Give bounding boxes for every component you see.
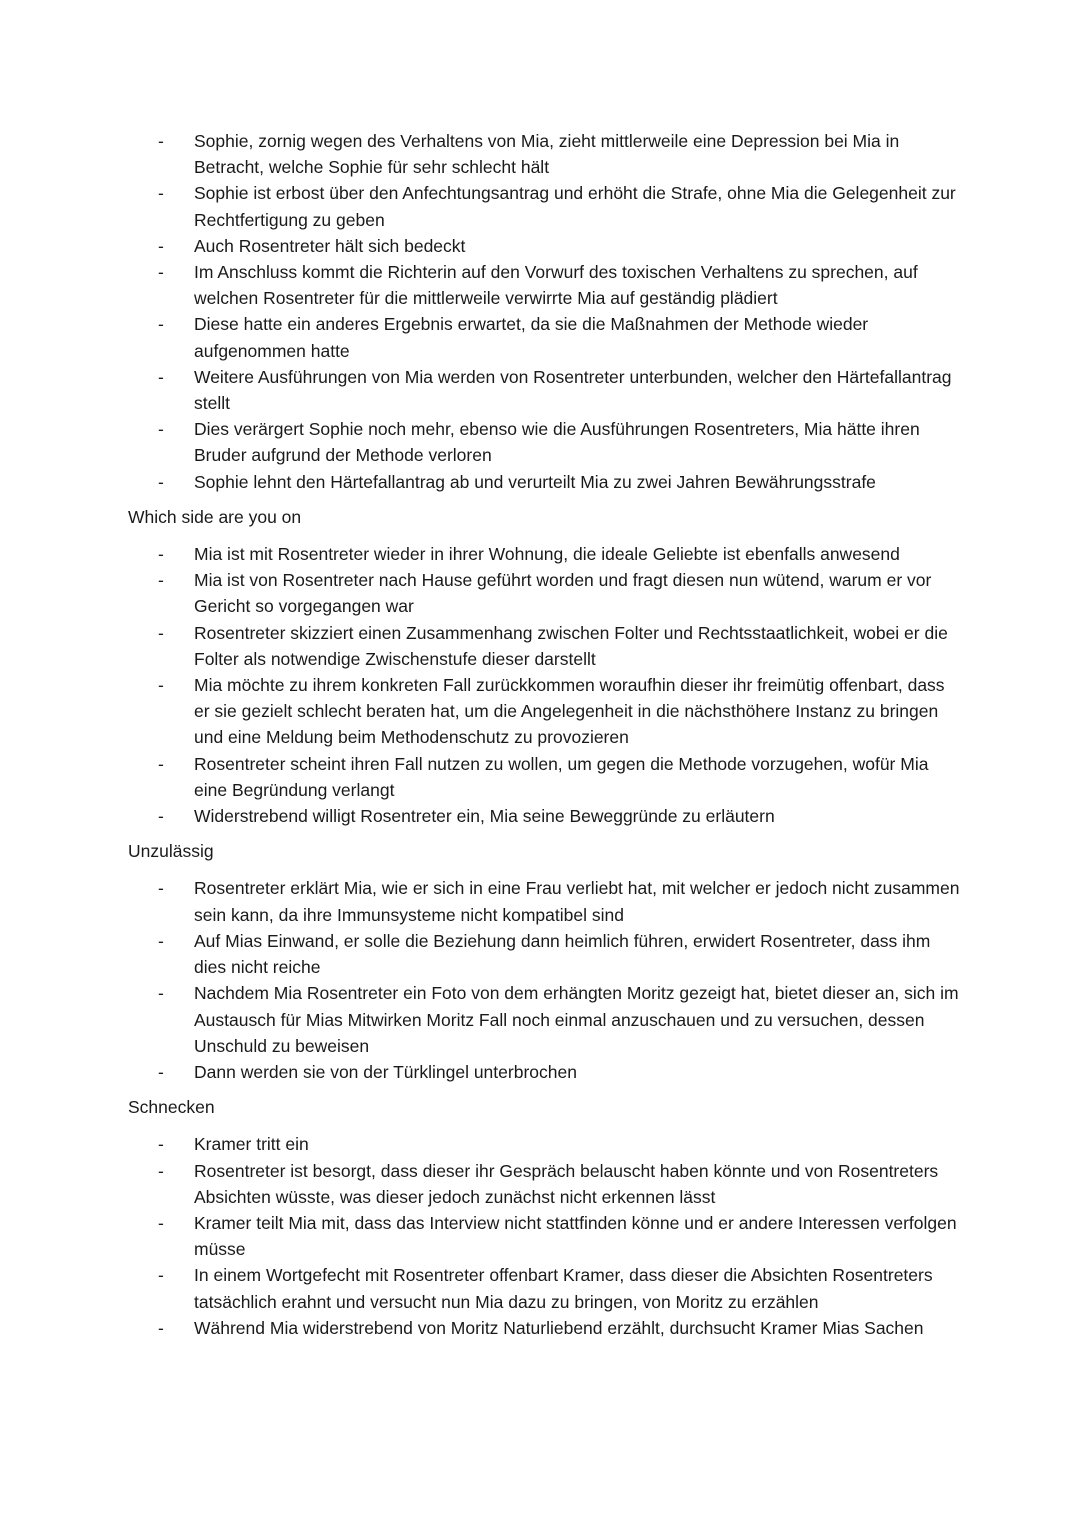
list-item [0,416,1080,468]
list-item [0,672,1080,751]
list-item-text: Rosentreter skizziert einen Zusammenhang zwischen Folter und Rechtsstaatlichkeit, wobei er die Folter als notwendige Zwischenstufe dieser darstellt [194,622,948,669]
list-item [0,469,1080,495]
list-item-text: Dies verärgert Sophie noch mehr, ebenso wie die Ausführungen Rosentreters, Mia hätte ihren Bruder aufgrund der Methode verloren [194,419,920,466]
bullet-dash: - [158,471,164,492]
bullet-dash: - [158,1061,164,1082]
list-item [0,311,1080,363]
list-item-text: Kramer teilt Mia mit, dass das Interview nicht stattfinden könne und er andere Interessen verfolgen müsse [194,1212,957,1260]
list-item [0,233,1080,259]
list-item-text: Im Anschluss kommt die Richterin auf den Vorwurf des toxischen Verhaltens zu sprechen, auf welchen Rosentreter für die mittlerweile verwirrte Mia auf geständig plädiert [194,262,918,309]
bullet-dash: - [158,1265,164,1286]
list-item-text: Rosentreter ist besorgt, dass dieser ihr Gespräch belauscht haben könnte und von Rosentreters Absichten wüsste, was dieser jedoch zunächst nicht erkennen lässt [194,1160,939,1207]
bullet-list-section-1 [0,128,1080,495]
bullet-dash: - [158,930,164,951]
bullet-dash: - [158,314,164,335]
list-item-text: Diese hatte ein anderes Ergebnis erwartet, da sie die Maßnahmen der Methode wieder aufgenommen hatte [194,314,869,361]
list-item-text: Während Mia widerstrebend von Moritz Naturliebend erzählt, durchsucht Kramer Mias Sachen [194,1317,924,1338]
bullet-dash: - [158,806,164,827]
list-item-text: Sophie ist erbost über den Anfechtungsantrag und erhöht die Strafe, ohne Mia die Gelegenheit zur Rechtfertigung zu geben [194,183,956,230]
list-item [0,1315,1080,1341]
list-item [0,928,1080,980]
list-item-text: Auf Mias Einwand, er solle die Beziehung dann heimlich führen, erwidert Rosentreter, dass ihm dies nicht reiche [194,930,931,978]
bullet-dash: - [158,131,164,151]
list-item-text: Dann werden sie von der Türklingel unterbrochen [194,1061,577,1082]
bullet-dash: - [158,1317,164,1338]
list-item [0,980,1080,1059]
section-heading-unzulaessig: Unzulässig [128,841,214,862]
bullet-dash: - [158,183,164,204]
list-item [0,875,1080,927]
list-item [0,620,1080,672]
list-item-text: Widerstrebend willigt Rosentreter ein, Mia seine Beweggründe zu erläutern [194,806,775,827]
list-item-text: Sophie, zornig wegen des Verhaltens von Mia, zieht mittlerweile eine Depression bei Mia in Betracht, welche Sophie für sehr schlecht hält [194,131,900,178]
list-item [0,1210,1080,1262]
bullet-dash: - [158,570,164,591]
list-item [0,541,1080,567]
list-item [0,1158,1080,1210]
bullet-dash: - [158,262,164,283]
section-heading-schnecken: Schnecken [128,1097,215,1118]
list-item [0,751,1080,803]
bullet-dash: - [158,878,164,899]
list-item-text: Rosentreter erklärt Mia, wie er sich in eine Frau verliebt hat, mit welcher er jedoch nicht zusammen sein kann, da ihre Immunsysteme nicht kompatibel sind [194,878,960,925]
bullet-dash: - [158,1160,164,1181]
list-item [0,128,1080,180]
bullet-dash: - [158,366,164,387]
bullet-dash: - [158,235,164,256]
list-item-text: Sophie lehnt den Härtefallantrag ab und verurteilt Mia zu zwei Jahren Bewährungsstrafe [194,471,876,492]
bullet-dash: - [158,753,164,774]
list-item-text: Auch Rosentreter hält sich bedeckt [194,235,466,256]
bullet-list-section-2 [0,541,1080,829]
bullet-dash: - [158,1134,164,1155]
list-item-text: Mia ist von Rosentreter nach Hause geführt worden und fragt diesen nun wütend, warum er vor Gericht so vorgegangen war [194,570,932,617]
list-item-text: Kramer tritt ein [194,1134,309,1155]
bullet-list-section-4 [0,1131,1080,1341]
list-item [0,1262,1080,1314]
list-item-text: In einem Wortgefecht mit Rosentreter offenbart Kramer, dass dieser die Absichten Rosentreters tatsächlich erahnt und versucht nun Mia dazu zu bringen, von Moritz zu erzählen [194,1265,933,1312]
list-item [0,567,1080,619]
bullet-dash: - [158,1212,164,1233]
list-item [0,180,1080,232]
list-item [0,259,1080,311]
bullet-dash: - [158,675,164,696]
list-item-text: Mia möchte zu ihrem konkreten Fall zurückkommen woraufhin dieser ihr freimütig offenbart, dass er sie gezielt schlecht beraten hat, um die Angelegenheit in die nächsthöhere Instanz zu bringen und eine Meldung beim Methodenschutz zu provozieren [194,675,945,748]
bullet-dash: - [158,622,164,643]
bullet-dash: - [158,544,164,565]
list-item [0,803,1080,829]
list-item [0,364,1080,416]
list-item-text: Rosentreter scheint ihren Fall nutzen zu wollen, um gegen die Methode vorzugehen, wofür Mia eine Begründung verlangt [194,753,929,800]
list-item [0,1131,1080,1157]
bullet-dash: - [158,419,164,440]
list-item-text: Mia ist mit Rosentreter wieder in ihrer Wohnung, die ideale Geliebte ist ebenfalls anwesend [194,544,900,565]
list-item-text: Nachdem Mia Rosentreter ein Foto von dem erhängten Moritz gezeigt hat, bietet dieser an, sich im Austausch für Mias Mitwirken Moritz Fall noch einmal anzuschauen und zu versuchen, dessen Unschuld zu beweisen [194,983,959,1056]
bullet-list-section-3 [0,875,1080,1085]
section-heading-which-side: Which side are you on [128,506,302,527]
list-item [0,1059,1080,1085]
list-item-text: Weitere Ausführungen von Mia werden von Rosentreter unterbunden, welcher den Härtefallantrag stellt [194,366,952,414]
bullet-dash: - [158,983,164,1004]
